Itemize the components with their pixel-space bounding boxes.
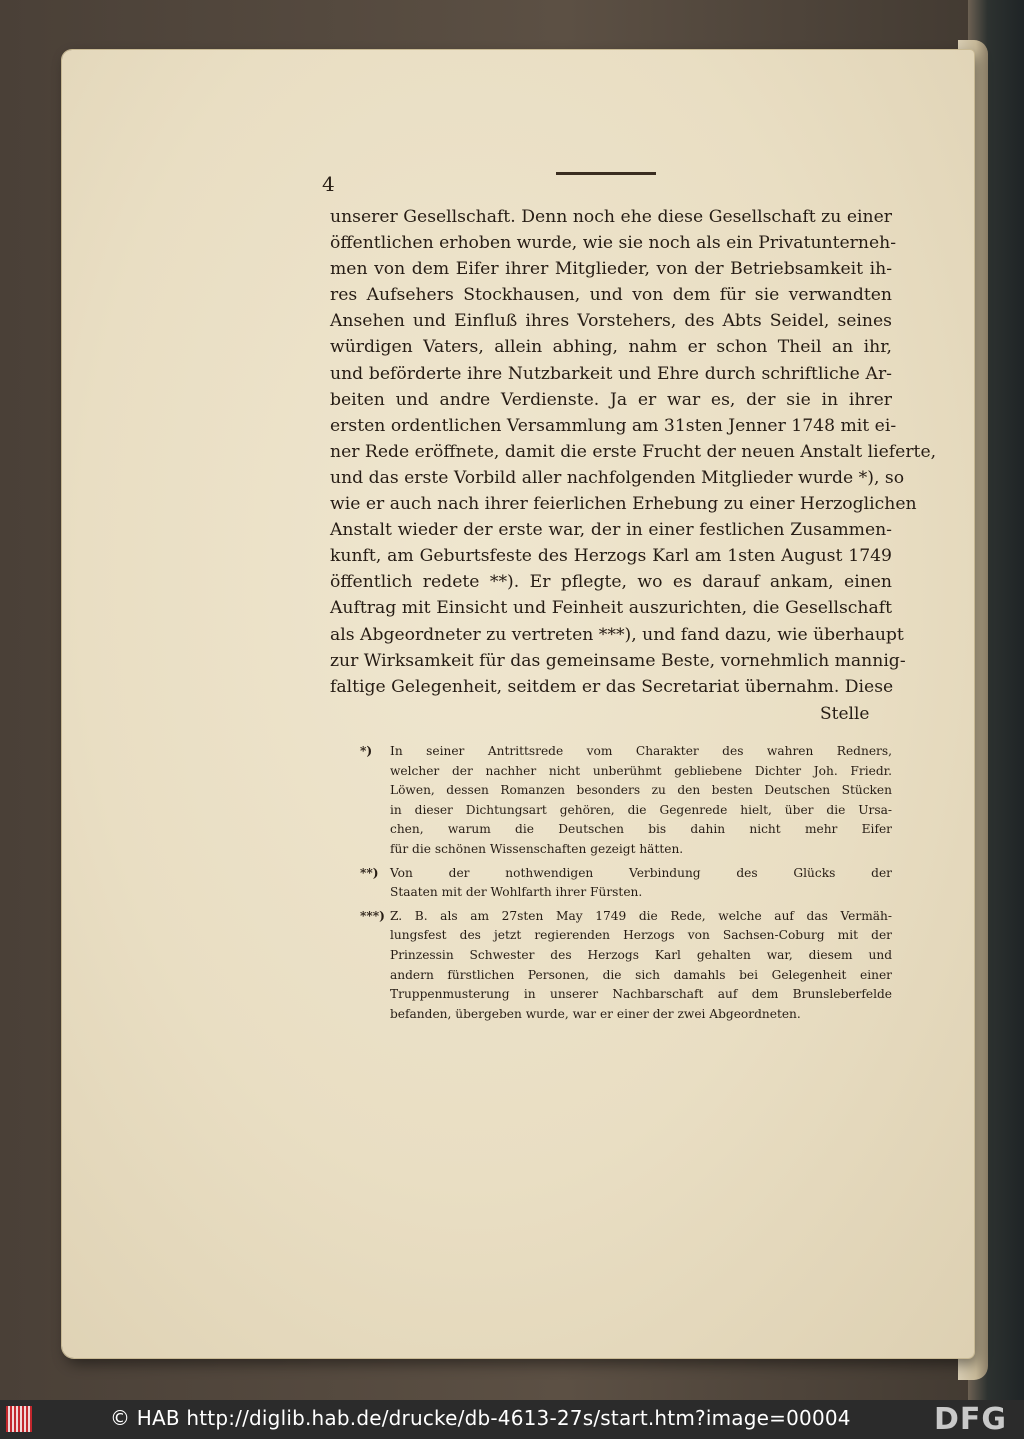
barcode-icon	[6, 1406, 32, 1432]
footnote-text	[390, 864, 892, 903]
footnote-line: für die schönen Wissenschaften gezeigt hätten.	[390, 841, 684, 856]
copyright-url[interactable]: © HAB http://diglib.hab.de/drucke/db-4613-27s/start.htm?image=00004	[110, 1406, 851, 1430]
footnote-line: In seiner Antrittsrede vom Charakter des wahren Redners,	[390, 744, 892, 758]
text-line: öffentlichen erhoben wurde, wie sie noch als ein Privatunterneh-	[330, 233, 897, 254]
catchword: Stelle	[820, 704, 870, 724]
footnote-line: in dieser Dichtungsart gehören, die Gegenrede hielt, über die Ursa-	[390, 802, 892, 817]
footnote-marker: *)	[360, 744, 373, 758]
dfg-logo: DFG	[934, 1402, 1008, 1437]
footnote-marker: ***)	[360, 908, 385, 923]
text-line: wie er auch nach ihrer feierlichen Erhebung zu einer Herzoglichen	[330, 494, 917, 515]
text-line: res Aufsehers Stockhausen, und von dem für sie verwandten	[330, 285, 892, 306]
footnote-line: Von der nothwendigen Verbindung des Glücks der	[390, 865, 892, 880]
footnote-line: Prinzessin Schwester des Herzogs Karl gehalten war, diesem und	[390, 947, 892, 962]
footnote-line: welcher der nachher nicht unberühmt gebliebene Dichter Joh. Friedr.	[390, 763, 892, 778]
text-line: und beförderte ihre Nutzbarkeit und Ehre durch schriftliche Ar-	[330, 363, 892, 384]
footnote-line: befanden, übergeben wurde, war er einer der zwei Abgeordneten.	[390, 1006, 801, 1021]
footnote-line: Staaten mit der Wohlfarth ihrer Fürsten.	[390, 885, 643, 900]
text-line: unserer Gesellschaft. Denn noch ehe diese Gesellschaft zu einer	[330, 207, 892, 227]
text-line: beiten und andre Verdienste. Ja er war es, der sie in ihrer	[330, 389, 892, 410]
footnote-line: Z. B. als am 27sten May 1749 die Rede, welche auf das Vermäh-	[390, 908, 892, 923]
main-text	[330, 204, 937, 700]
text-line: faltige Gelegenheit, seitdem er das Secretariat übernahm. Diese	[330, 676, 894, 697]
footnote	[360, 742, 892, 860]
footnote-line: chen, warum die Deutschen bis dahin nicht mehr Eifer	[390, 822, 892, 837]
footnote-line: Truppenmusterung in unserer Nachbarschaft auf dem Brunsleberfelde	[390, 987, 892, 1002]
footnote	[360, 907, 892, 1025]
text-line: Ansehen und Einfluß ihres Vorstehers, des Abts Seidel, seines	[330, 311, 892, 332]
footnotes	[360, 742, 892, 1028]
footnote-text	[390, 742, 892, 860]
text-line: men von dem Eifer ihrer Mitglieder, von der Betriebsamkeit ih-	[330, 259, 892, 280]
header-rule	[556, 172, 656, 175]
footnote-line: Löwen, dessen Romanzen besonders zu den besten Deutschen Stücken	[390, 783, 892, 798]
text-line: öffentlich redete **). Er pflegte, wo es darauf ankam, einen	[330, 572, 892, 593]
text-line: Anstalt wieder der erste war, der in einer festlichen Zusammen-	[330, 520, 892, 541]
page-number: 4	[322, 172, 335, 196]
footnote-line: andern fürstlichen Personen, die sich damahls bei Gelegenheit einer	[390, 967, 892, 982]
text-line: und das erste Vorbild aller nachfolgenden Mitglieder wurde *), so	[330, 467, 905, 488]
footnote-line: lungsfest des jetzt regierenden Herzogs von Sachsen-Coburg mit der	[390, 928, 892, 943]
text-line: als Abgeordneter zu vertreten ***), und fand dazu, wie überhaupt	[330, 624, 904, 645]
text-line: zur Wirksamkeit für das gemeinsame Beste, vornehmlich mannig-	[330, 650, 906, 671]
text-line: ersten ordentlichen Versammlung am 31sten Jenner 1748 mit ei-	[330, 415, 897, 436]
footnote-text	[390, 907, 892, 1025]
footnote	[360, 864, 892, 903]
text-line: ner Rede eröffnete, damit die erste Frucht der neuen Anstalt lieferte,	[330, 441, 937, 462]
text-line: kunft, am Geburtsfeste des Herzogs Karl am 1sten August 1749	[330, 546, 892, 567]
footnote-marker: **)	[360, 865, 379, 880]
text-line: würdigen Vaters, allein abhing, nahm er schon Theil an ihr,	[330, 337, 892, 358]
text-line: Auftrag mit Einsicht und Feinheit auszurichten, die Gesellschaft	[330, 598, 892, 619]
